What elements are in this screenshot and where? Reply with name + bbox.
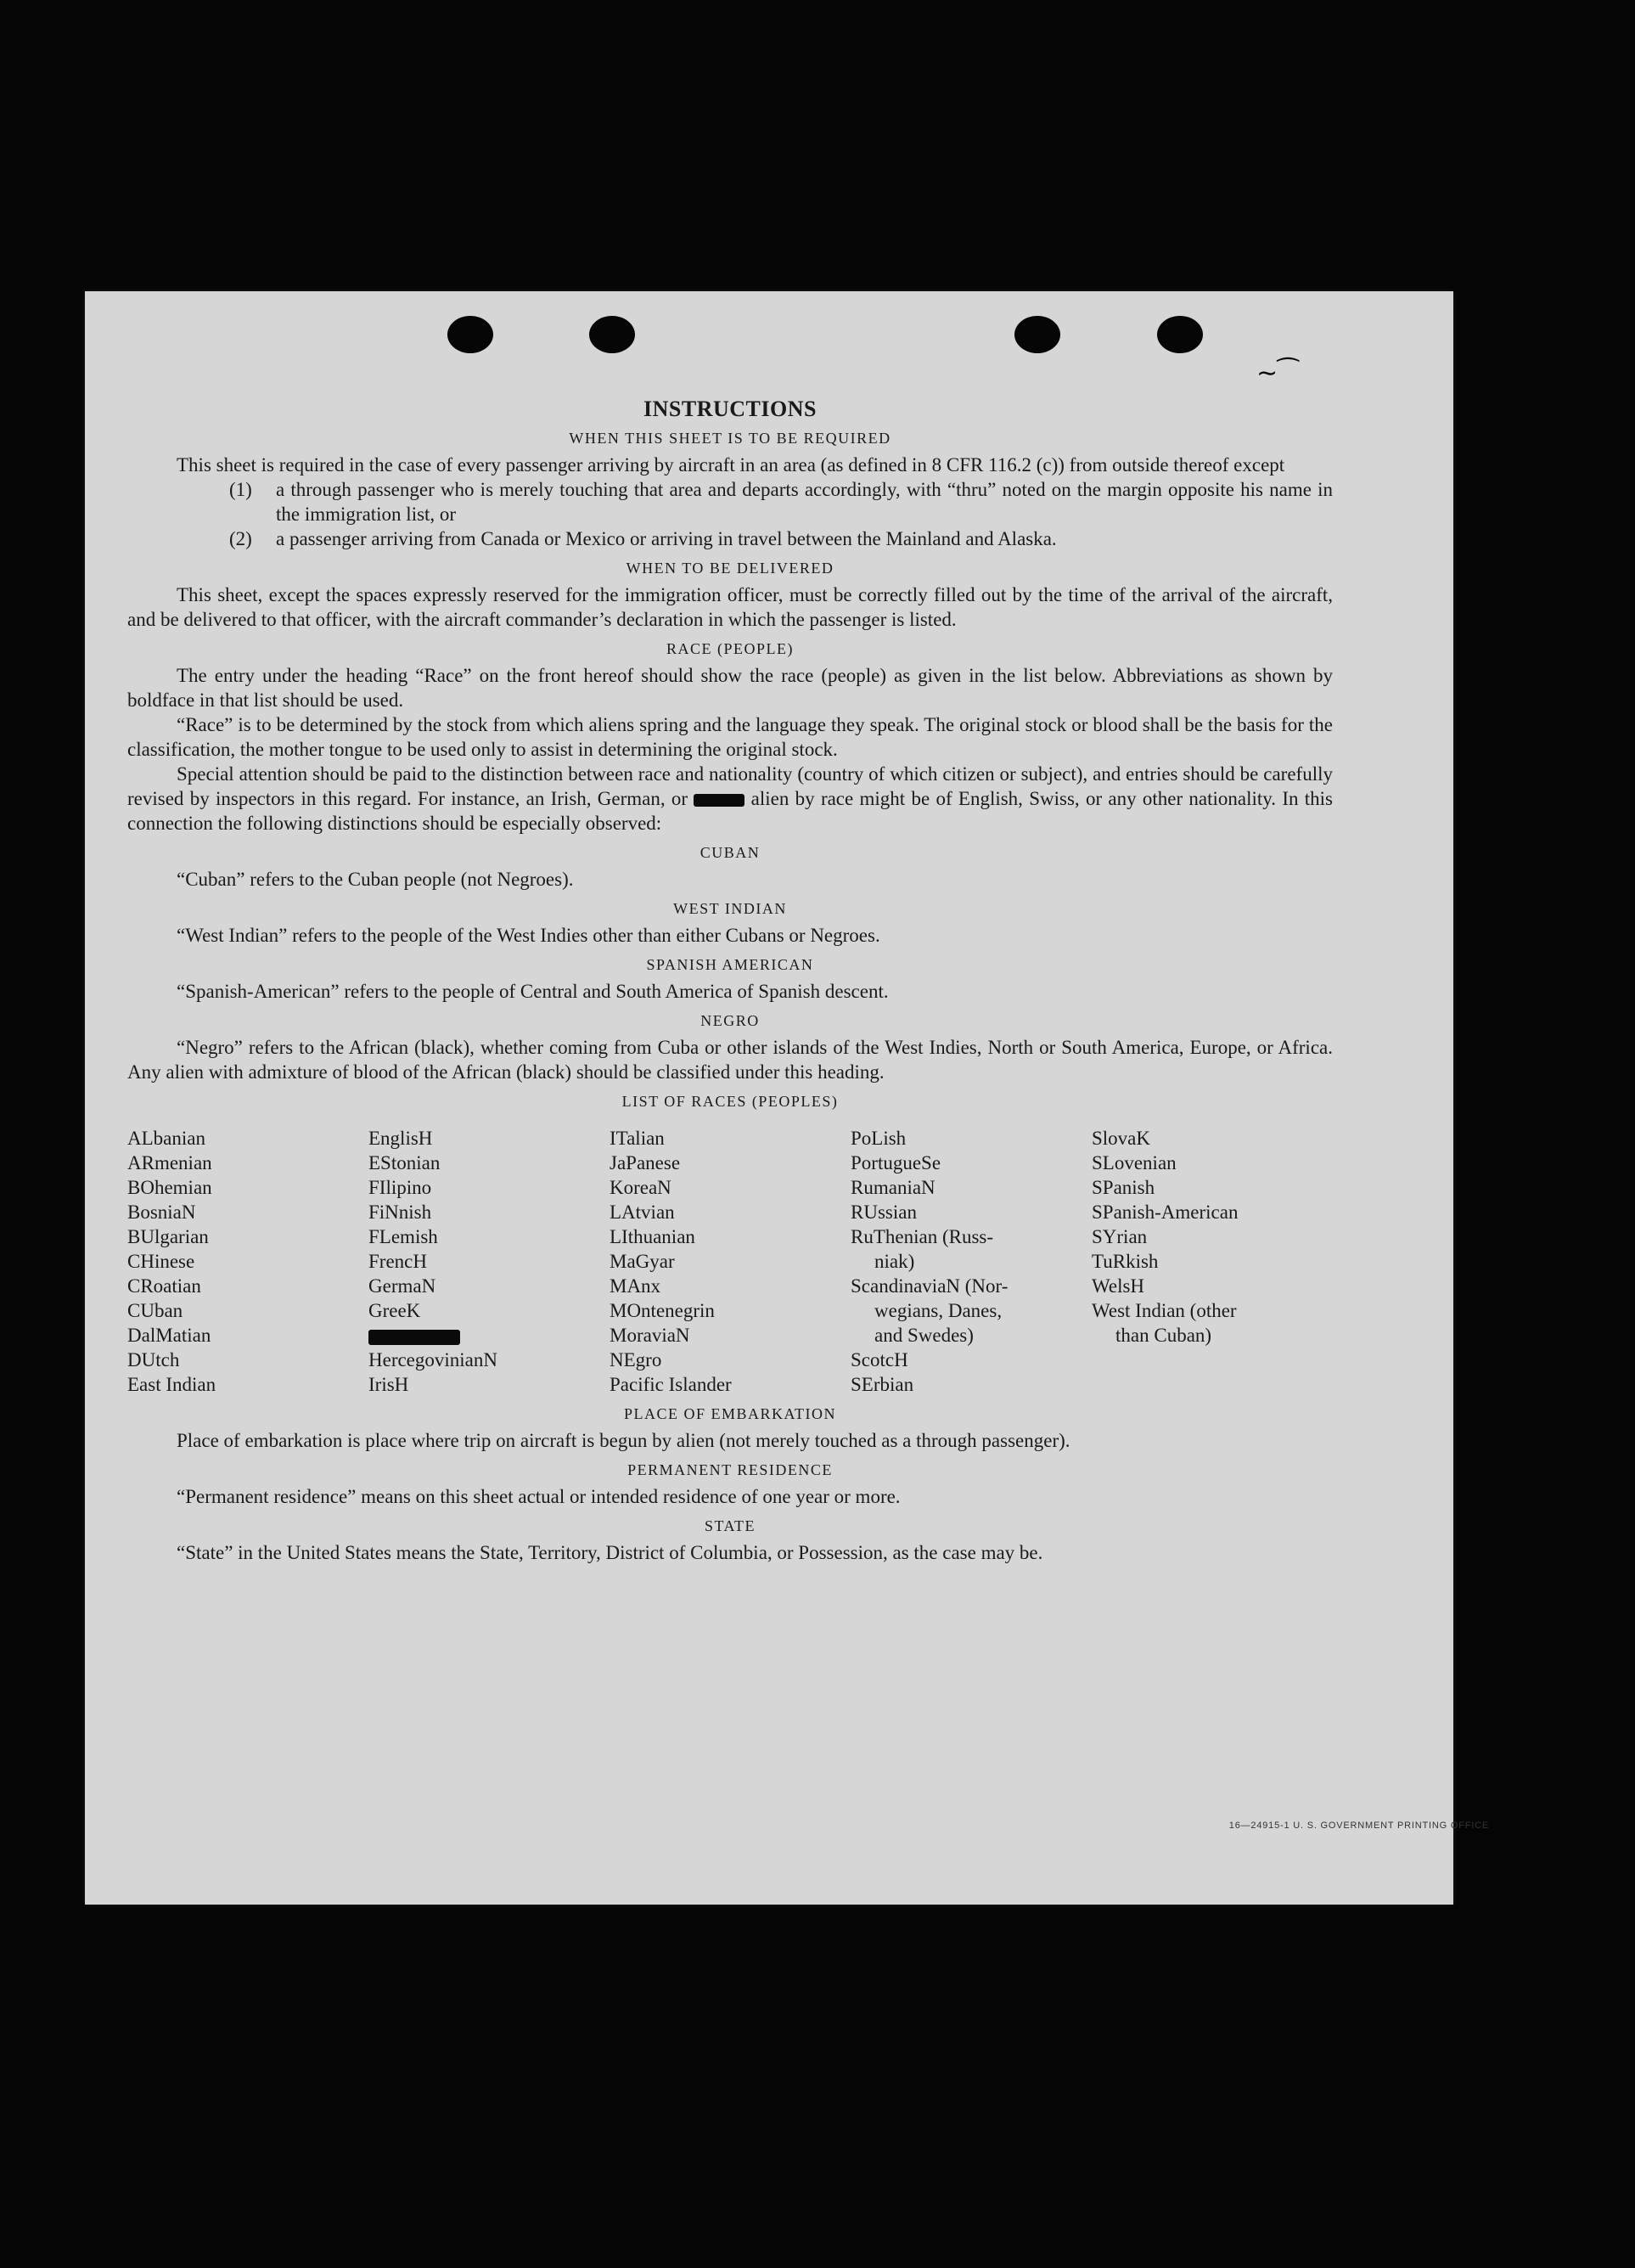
race-entry: FIlipino (368, 1177, 432, 1198)
race-entry: SPanish (1092, 1177, 1155, 1198)
heading-west-indian: WEST INDIAN (673, 900, 787, 917)
race-entry: IrisH (368, 1374, 409, 1395)
race-entry: RuThenian (Russ- (851, 1226, 994, 1247)
required-intro: This sheet is required in the case of every passenger arriving by aircraft in an area (as defined in 8 CFR 116.2 (c)) from outside thereof except (177, 454, 1285, 476)
heading-race: RACE (PEOPLE) (666, 640, 794, 657)
heading-list-of-races: LIST OF RACES (PEOPLES) (621, 1093, 839, 1110)
negro-text: “Negro” refers to the African (black), whether coming from Cuba or other islands of the West Indies, North or South America, Europe, or Africa. Any alien with admixture of blood of the African (black) should be classified under this heading. (127, 1037, 1333, 1083)
races-column-3 (610, 1126, 851, 1397)
heading-delivered: WHEN TO BE DELIVERED (626, 560, 834, 577)
race-entry: SYrian (1092, 1226, 1148, 1247)
required-item-2 (127, 526, 1333, 551)
spanish-american-text: “Spanish-American” refers to the people of Central and South America of Spanish descent. (177, 981, 889, 1002)
heading-state: STATE (704, 1517, 756, 1534)
race-paragraph-3 (127, 762, 1333, 836)
race-entry: DalMatian (127, 1325, 211, 1346)
race-entry: MaGyar (610, 1251, 675, 1272)
races-column-5 (1092, 1126, 1333, 1397)
item-text: a through passenger who is merely touching that area and departs accordingly, with “thru” noted on the margin opposite his name in the immigration list, or (276, 479, 1333, 525)
required-item-1 (127, 477, 1333, 526)
race-entry: GreeK (368, 1300, 421, 1321)
race-entry: MoraviaN (610, 1325, 690, 1346)
race-entry: LAtvian (610, 1202, 675, 1223)
race-entry: FrencH (368, 1251, 427, 1272)
race-entry: ALbanian (127, 1128, 205, 1149)
race-entry-continuation: wegians, Danes, (874, 1300, 1003, 1321)
race-entry: FiNnish (368, 1202, 432, 1223)
cuban-text: “Cuban” refers to the Cuban people (not Negroes). (177, 869, 574, 890)
race-entry-continuation: and Swedes) (874, 1325, 974, 1346)
race-entry: ITalian (610, 1128, 665, 1149)
races-column-1 (127, 1126, 368, 1397)
punch-hole-2 (589, 316, 635, 353)
redaction-mark (368, 1330, 460, 1345)
race-entry: DUtch (127, 1349, 180, 1370)
race-entry: West Indian (other (1092, 1300, 1237, 1321)
race-entry: ScandinaviaN (Nor- (851, 1275, 1009, 1297)
punch-hole-1 (447, 316, 493, 353)
race-entry: ARmenian (127, 1152, 212, 1173)
state-text: “State” in the United States means the State, Territory, District of Columbia, or Possession, as the case may be. (177, 1542, 1043, 1563)
race-entry: RUssian (851, 1202, 917, 1223)
race-entry: BosniaN (127, 1202, 196, 1223)
race-entry: MOntenegrin (610, 1300, 715, 1321)
race-entry: GermaN (368, 1275, 436, 1297)
race-entry-continuation: niak) (874, 1251, 915, 1272)
redaction-mark (694, 794, 744, 807)
west-indian-text: “West Indian” refers to the people of the West Indies other than either Cubans or Negroes. (177, 925, 880, 946)
race-entry: RumaniaN (851, 1177, 935, 1198)
race-entry: Pacific Islander (610, 1374, 732, 1395)
punch-hole-4 (1157, 316, 1203, 353)
residence-text: “Permanent residence” means on this sheet actual or intended residence of one year or more. (177, 1486, 901, 1507)
races-column-2 (368, 1126, 610, 1397)
heading-spanish-american: SPANISH AMERICAN (646, 956, 814, 973)
heading-negro: NEGRO (700, 1012, 760, 1029)
heading-embarkation: PLACE OF EMBARKATION (623, 1405, 837, 1422)
race-entry: KoreaN (610, 1177, 671, 1198)
heading-residence: PERMANENT RESIDENCE (627, 1461, 833, 1478)
race-entry: SlovaK (1092, 1128, 1150, 1149)
race-entry: EStonian (368, 1152, 441, 1173)
race-entry: PortugueSe (851, 1152, 941, 1173)
embarkation-text: Place of embarkation is place where trip on aircraft is begun by alien (not merely touched as a through passenger). (177, 1430, 1070, 1451)
race-entry: MAnx (610, 1275, 661, 1297)
document-title: INSTRUCTIONS (643, 397, 817, 421)
race-entry: East Indian (127, 1374, 216, 1395)
item-number: (2) (229, 528, 252, 549)
item-text: a passenger arriving from Canada or Mexico or arriving in travel between the Mainland and Alaska. (276, 528, 1057, 549)
race-entry: PoLish (851, 1128, 907, 1149)
races-list (127, 1126, 1333, 1397)
race-entry-continuation: than Cuban) (1115, 1325, 1212, 1346)
race-entry: HercegovinianN (368, 1349, 497, 1370)
race-entry: TuRkish (1092, 1251, 1159, 1272)
race-paragraph-1: The entry under the heading “Race” on the front hereof should show the race (people) as given in the list below. Abbreviations as shown by boldface in that list should be used. (127, 665, 1333, 711)
race-entry: BOhemian (127, 1177, 212, 1198)
printing-office-code: 16—24915-1 U. S. GOVERNMENT PRINTING OFFICE (1228, 1821, 1489, 1831)
race-entry: WelsH (1092, 1275, 1145, 1297)
race-entry: FLemish (368, 1226, 438, 1247)
race-entry: CUban (127, 1300, 183, 1321)
race-entry: CHinese (127, 1251, 195, 1272)
heading-required: WHEN THIS SHEET IS TO BE REQUIRED (569, 430, 891, 447)
race-paragraph-2: “Race” is to be determined by the stock from which aliens spring and the language they speak. The original stock or blood shall be the basis for the classification, the mother tongue to be used only to assist in determining the original stock. (127, 714, 1333, 760)
race-entry: SLovenian (1092, 1152, 1177, 1173)
instructions-document (127, 386, 1333, 1565)
race-entry: CRoatian (127, 1275, 201, 1297)
race-entry: BUlgarian (127, 1226, 209, 1247)
race-entry: LIthuanian (610, 1226, 695, 1247)
race-p3-part-1: Special attention should be paid to the distinction between race and nationality (country of which citizen or subject), and entries should be carefully revised by inspectors in this regard. For instance, an Irish, German, or (127, 763, 1333, 809)
race-entry: ScotcH (851, 1349, 908, 1370)
races-column-4 (851, 1126, 1092, 1397)
heading-cuban: CUBAN (700, 844, 761, 861)
race-entry: EnglisH (368, 1128, 433, 1149)
race-p3-part-2: alien by race might be of English, Swiss, or any other nationality. In this connection the following distinctions should be especially observed: (127, 788, 1334, 834)
race-entry-redacted (368, 1323, 610, 1348)
pen-mark-icon: ∼⁀ (1256, 358, 1299, 388)
punch-hole-3 (1014, 316, 1060, 353)
race-entry: JaPanese (610, 1152, 681, 1173)
race-entry: NEgro (610, 1349, 662, 1370)
race-entry: SErbian (851, 1374, 914, 1395)
delivered-text: This sheet, except the spaces expressly reserved for the immigration officer, must be correctly filled out by the time of the arrival of the aircraft, and be delivered to that officer, with the aircraft commander’s declaration in which the passenger is listed. (127, 584, 1333, 630)
race-entry: SPanish-American (1092, 1202, 1239, 1223)
item-number: (1) (229, 479, 252, 500)
